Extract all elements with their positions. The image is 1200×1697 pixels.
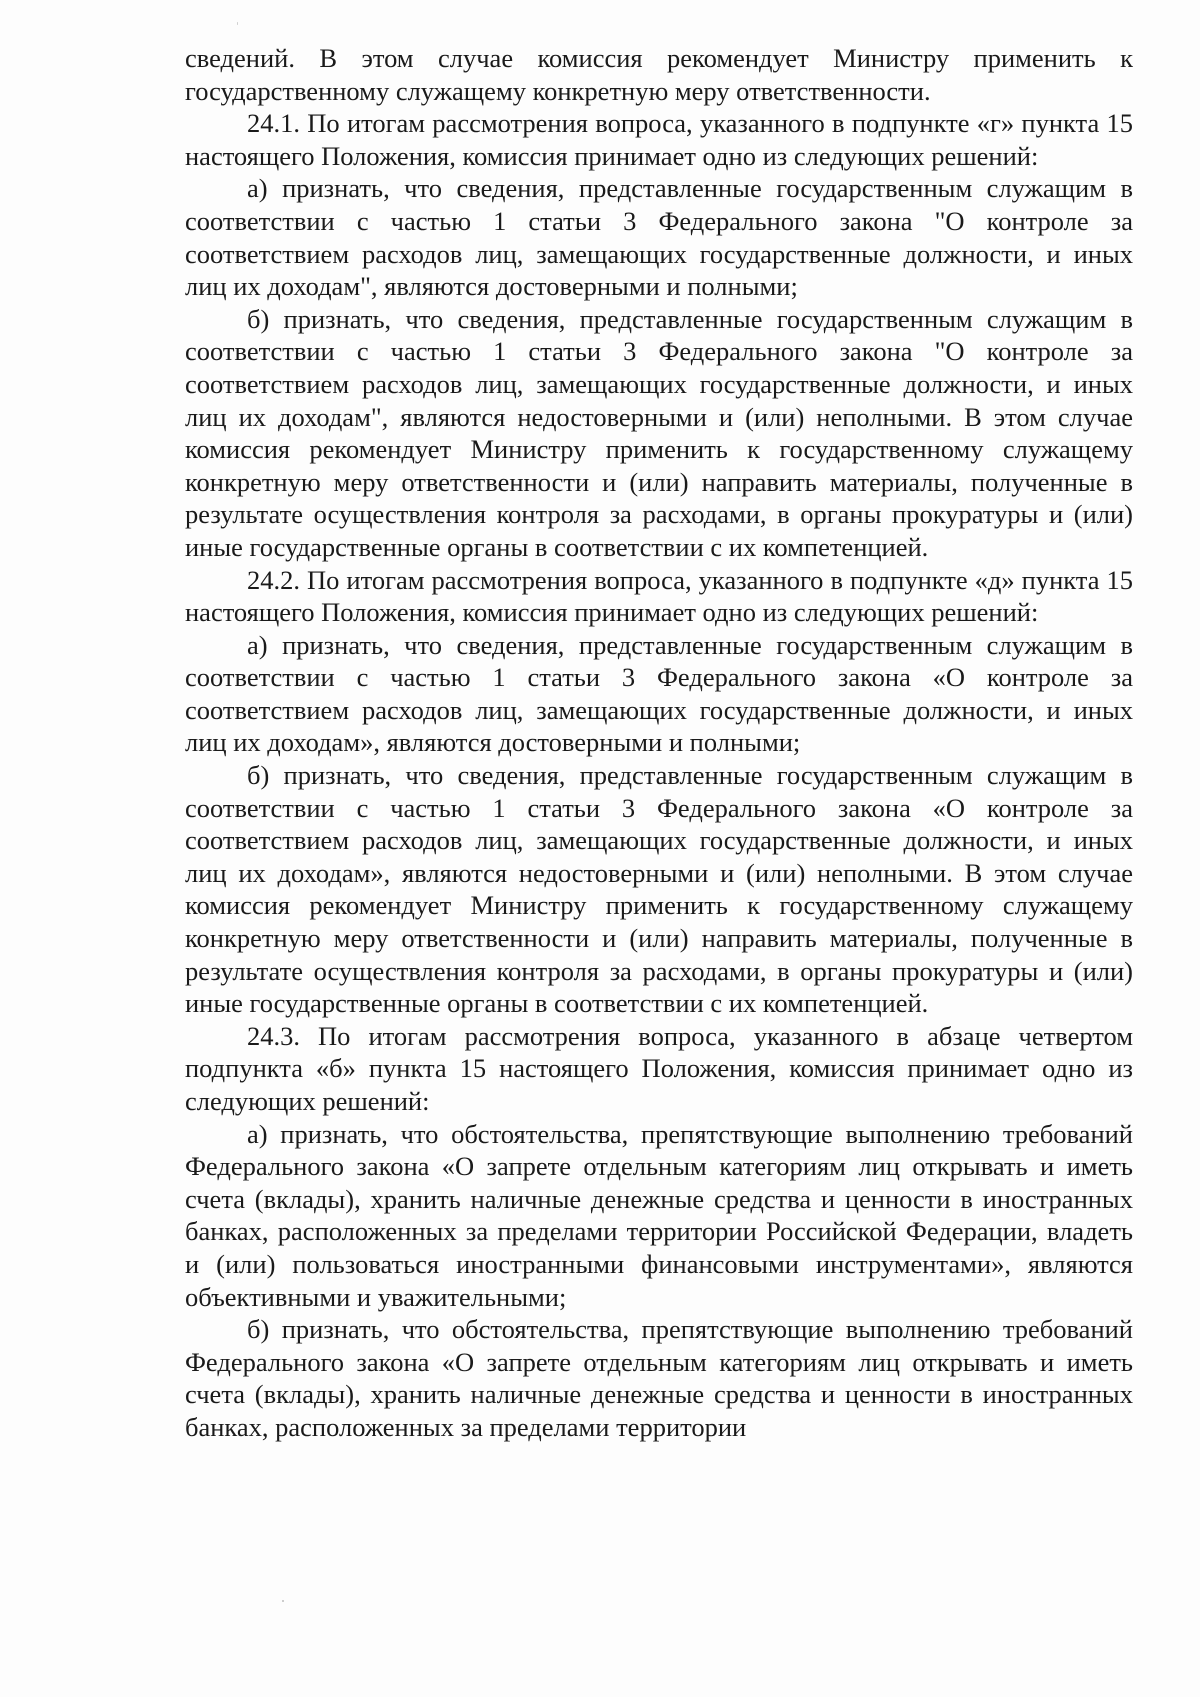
paragraph-24-1: 24.1. По итогам рассмотрения вопроса, указанного в подпункте «г» пункта 15 настоящего Положения, комиссия принимает одно из следующих решений: [185,108,1133,171]
paragraph-24-3-a: а) признать, что обстоятельства, препятствующие выполнению требований Федерального закона «О запрете отдельным категориям лиц открывать и иметь счета (вклады), хранить наличные денежные средства и ценности в иностранных банках, расположенных за пределами территории Российской Федерации, владеть и (или) пользоваться иностранными финансовыми инструментами», являются объективными и уважительными; [185,1118,1133,1312]
scan-speck [282,1600,284,1602]
paragraph-24-2-b: б) признать, что сведения, представленные государственным служащим в соответствии с частью 1 статьи 3 Федерального закона «О контроле за соответствием расходов лиц, замещающих государственные должности, и иных лиц их доходам», являются недостоверными и (или) неполными. В этом случае комиссия рекомендует Министру применить к государственному служащему конкретную меру ответственности и (или) направить материалы, полученные в результате осуществления контроля за расходами, в органы прокуратуры и (или) иные государственные органы в соответствии с их компетенцией. [185,760,1133,1019]
paragraph-24-1-a: а) признать, что сведения, представленные государственным служащим в соответствии с частью 1 статьи 3 Федерального закона "О контроле за соответствием расходов лиц, замещающих государственные должности, и иных лиц их доходам", являются достоверными и полными; [185,173,1133,302]
paragraph-24-3: 24.3. По итогам рассмотрения вопроса, указанного в абзаце четвертом подпункта «б» пункта 15 настоящего Положения, комиссия принимает одно из следующих решений: [185,1020,1133,1116]
scan-speck [237,22,238,25]
paragraph-continuation: сведений. В этом случае комиссия рекомендует Министру применить к государственному служащему конкретную меру ответственности. [185,43,1133,106]
paragraph-24-2: 24.2. По итогам рассмотрения вопроса, указанного в подпункте «д» пункта 15 настоящего Положения, комиссия принимает одно из следующих решений: [185,564,1133,628]
document-body [185,42,1133,1444]
paragraph-24-1-b: б) признать, что сведения, представленные государственным служащим в соответствии с частью 1 статьи 3 Федерального закона "О контроле за соответствием расходов лиц, замещающих государственные должности, и иных лиц их доходам", являются недостоверными и (или) неполными. В этом случае комиссия рекомендует Министру применить к государственному служащему конкретную меру ответственности и (или) направить материалы, полученные в результате осуществления контроля за расходами, в органы прокуратуры и (или) иные государственные органы в соответствии с их компетенцией. [185,303,1133,562]
paragraph-24-2-a: а) признать, что сведения, представленные государственным служащим в соответствии с частью 1 статьи 3 Федерального закона «О контроле за соответствием расходов лиц, замещающих государственные должности, и иных лиц их доходам», являются достоверными и полными; [185,629,1133,758]
paragraph-24-3-b: б) признать, что обстоятельства, препятствующие выполнению требований Федерального закона «О запрете отдельным категориям лиц открывать и иметь счета (вклады), хранить наличные денежные средства и ценности в иностранных банках, расположенных за пределами территории [185,1314,1133,1442]
